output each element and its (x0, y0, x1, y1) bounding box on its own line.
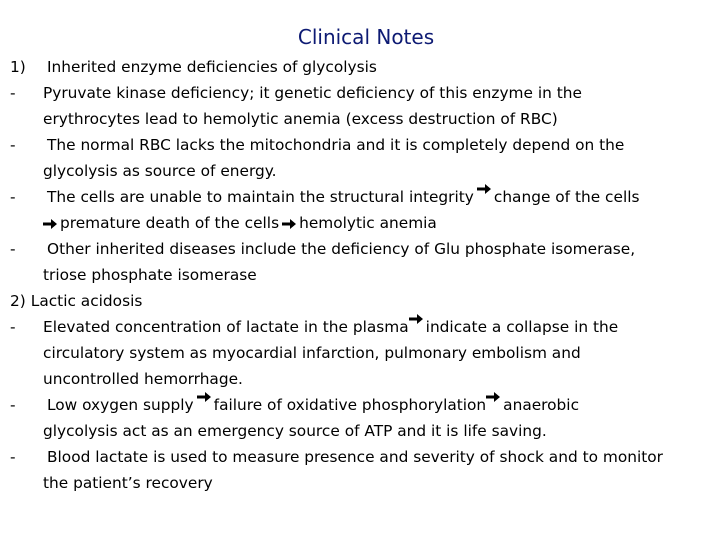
bullet-text-continued: erythrocytes lead to hemolytic anemia (excess destruction of RBC) (43, 110, 558, 128)
bullet-text: Blood lactate is used to measure presence and severity of shock and to monitor (47, 448, 663, 466)
bullet-text-continued: glycolysis act as an emergency source of ATP and it is life saving. (43, 422, 547, 440)
bullet-text-continued: circulatory system as myocardial infarction, pulmonary embolism and (43, 344, 581, 362)
bullet-text-continued (10, 210, 718, 236)
right-arrow-icon (486, 392, 500, 402)
bullet-text-part: hemolytic anemia (299, 214, 437, 232)
section-title: Lactic acidosis (30, 292, 143, 310)
bullet-text-continued: the patient’s recovery (43, 474, 213, 492)
bullet-text-part: premature death of the cells (60, 214, 280, 232)
bullet-text: The normal RBC lacks the mitochondria and it is completely depend on the (47, 136, 625, 154)
bullet-text-continued: triose phosphate isomerase (43, 266, 257, 284)
list-item (10, 184, 718, 210)
section-number: 2) (10, 292, 26, 310)
right-arrow-icon (409, 314, 423, 324)
bullet-marker: - (10, 240, 16, 258)
bullet-text-continued: glycolysis as source of energy. (43, 162, 277, 180)
list-item (10, 444, 718, 470)
bullet-marker: - (10, 318, 16, 336)
list-item (10, 80, 718, 106)
page-title: Clinical Notes (297, 25, 435, 49)
bullet-text-part: The cells are unable to maintain the structural integrity (47, 188, 474, 206)
bullet-text-part: failure of oxidative phosphorylation (213, 396, 487, 414)
bullet-marker: - (10, 448, 16, 466)
bullet-text-continued: uncontrolled hemorrhage. (43, 370, 243, 388)
bullet-text-part: change of the cells (493, 188, 640, 206)
bullet-text: Other inherited diseases include the deficiency of Glu phosphate isomerase, (47, 240, 636, 258)
section-heading (10, 288, 718, 314)
right-arrow-icon (477, 184, 491, 194)
right-arrow-icon (43, 219, 57, 229)
bullet-marker: - (10, 188, 16, 206)
bullet-text-part: Low oxygen supply (47, 396, 194, 414)
list-item (10, 392, 718, 418)
right-arrow-icon (282, 219, 296, 229)
section-heading (10, 54, 718, 80)
bullet-marker: - (10, 136, 16, 154)
notes-body (10, 54, 718, 496)
bullet-text: Pyruvate kinase deficiency; it genetic deficiency of this enzyme in the (43, 84, 582, 102)
bullet-text-part: indicate a collapse in the (425, 318, 619, 336)
right-arrow-icon (197, 392, 211, 402)
bullet-marker: - (10, 84, 16, 102)
section-title: Inherited enzyme deficiencies of glycolysis (47, 58, 377, 76)
list-item (10, 132, 718, 158)
section-number: 1) (10, 58, 26, 76)
bullet-marker: - (10, 396, 16, 414)
list-item (10, 314, 718, 340)
bullet-text-part: Elevated concentration of lactate in the plasma (43, 318, 409, 336)
bullet-text-part: anaerobic (503, 396, 580, 414)
list-item (10, 236, 718, 262)
